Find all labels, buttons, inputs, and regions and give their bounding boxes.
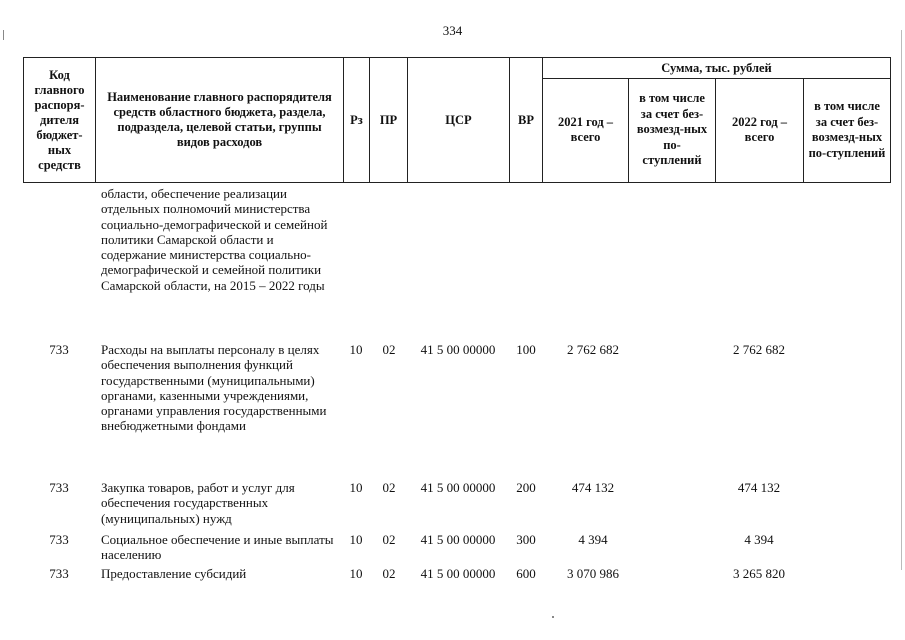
header-sum-group: Сумма, тыс. рублей [543,58,890,79]
continued-row-text: области, обеспечение реализации отдельных полномочий министерства социально-демографической и семейной политики Самарской области и содержание министерства социально-демографической и семейной политики Самарской области, на 2015 – 2022 годы [101,186,328,293]
row-sum-2021: 2 762 682 [567,342,619,357]
row-sum-2021: 474 132 [571,480,615,495]
header-2022-total: 2022 год – всего [716,78,804,182]
header-name: Наименование главного распорядителя средств областного бюджета, раздела, подраздела, целевой статьи, группы видов расходов [96,58,344,182]
row-sum-2022: 3 265 820 [733,566,785,581]
page-number: 334 [442,23,463,38]
scan-artifact [901,30,902,570]
row-csr: 41 5 00 00000 [420,566,496,581]
row-rz: 10 [349,532,363,547]
header-csr: ЦСР [408,58,510,182]
header-vr: ВР [510,58,543,182]
table-header [23,57,891,183]
row-vr: 600 [516,566,536,581]
row-csr: 41 5 00 00000 [420,532,496,547]
scan-artifact [552,616,554,618]
header-2021-incl: в том числе за счет без-возмезд-ных по-ступлений [629,78,716,182]
row-pr: 02 [382,480,396,495]
row-name: Предоставление субсидий [101,566,247,581]
row-vr: 200 [516,480,536,495]
row-code: 733 [49,342,69,357]
row-sum-2022: 4 394 [744,532,774,547]
row-code: 733 [49,566,69,581]
row-pr: 02 [382,342,396,357]
row-vr: 300 [516,532,536,547]
header-2022-incl: в том числе за счет без-возмезд-ных по-ступлений [808,99,886,160]
header-pr: ПР [370,58,408,182]
row-csr: 41 5 00 00000 [420,480,496,495]
row-name: Социальное обеспечение и иные выплаты населению [101,532,334,563]
header-code: Код главного распоря-дителя бюджет-ных средств [24,58,96,182]
header-2021-total: 2021 год – всего [543,78,629,182]
row-name: Закупка товаров, работ и услуг для обеспечения государственных (муниципальных) нужд [101,480,295,526]
row-csr: 41 5 00 00000 [420,342,496,357]
row-vr: 100 [516,342,536,357]
row-rz: 10 [349,480,363,495]
row-sum-2021: 4 394 [578,532,608,547]
header-rz: Рз [344,58,370,182]
row-name: Расходы на выплаты персоналу в целях обеспечения выполнения функций государственными (муниципальными) органами, казенными учреждениями, органами управления государственными внебюджетными фондами [101,342,327,434]
row-code: 733 [49,532,69,547]
row-sum-2022: 2 762 682 [733,342,785,357]
row-code: 733 [49,480,69,495]
scan-artifact [3,30,4,40]
row-rz: 10 [349,566,363,581]
row-pr: 02 [382,566,396,581]
row-pr: 02 [382,532,396,547]
row-rz: 10 [349,342,363,357]
row-sum-2022: 474 132 [737,480,781,495]
row-sum-2021: 3 070 986 [567,566,619,581]
